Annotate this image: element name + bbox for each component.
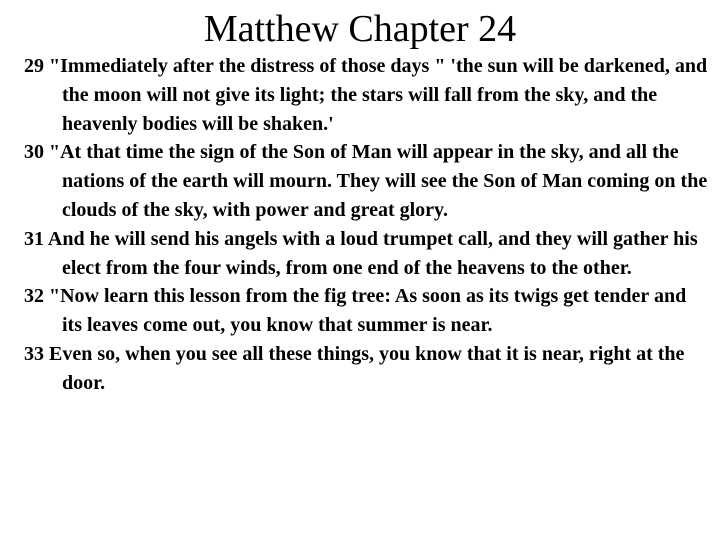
verse-text: "Now learn this lesson from the fig tree: As soon as its twigs get tender and its leaves come out, you know that summer is near. bbox=[49, 285, 687, 337]
verse-text: Even so, when you see all these things, you know that it is near, right at the door. bbox=[49, 342, 685, 394]
verse-number: 29 bbox=[24, 55, 44, 77]
verse-number: 32 bbox=[24, 285, 44, 308]
verse-text: "At that time the sign of the Son of Man will appear in the sky, and all the nations of the earth will mourn. They will see the Son of Man coming on the clouds of the sky, with power and great glory. bbox=[49, 141, 708, 221]
verse-31 bbox=[24, 225, 710, 283]
verse-list bbox=[24, 52, 710, 398]
verse-number: 31 bbox=[24, 227, 44, 250]
verse-33 bbox=[24, 340, 710, 398]
verse-29 bbox=[24, 52, 710, 138]
slide-title: Matthew Chapter 24 bbox=[203, 8, 517, 50]
verse-number: 33 bbox=[24, 342, 44, 365]
verse-32 bbox=[24, 282, 710, 340]
verse-number: 30 bbox=[24, 141, 44, 164]
verse-text: And he will send his angels with a loud trumpet call, and they will gather his elect from the four winds, from one end of the heavens to the other. bbox=[47, 227, 698, 279]
verse-30 bbox=[24, 138, 710, 224]
verse-text: "Immediately after the distress of those days " 'the sun will be darkened, and the moon will not give its light; the stars will fall from the sky, and the heavenly bodies will be shaken.' bbox=[49, 55, 708, 135]
